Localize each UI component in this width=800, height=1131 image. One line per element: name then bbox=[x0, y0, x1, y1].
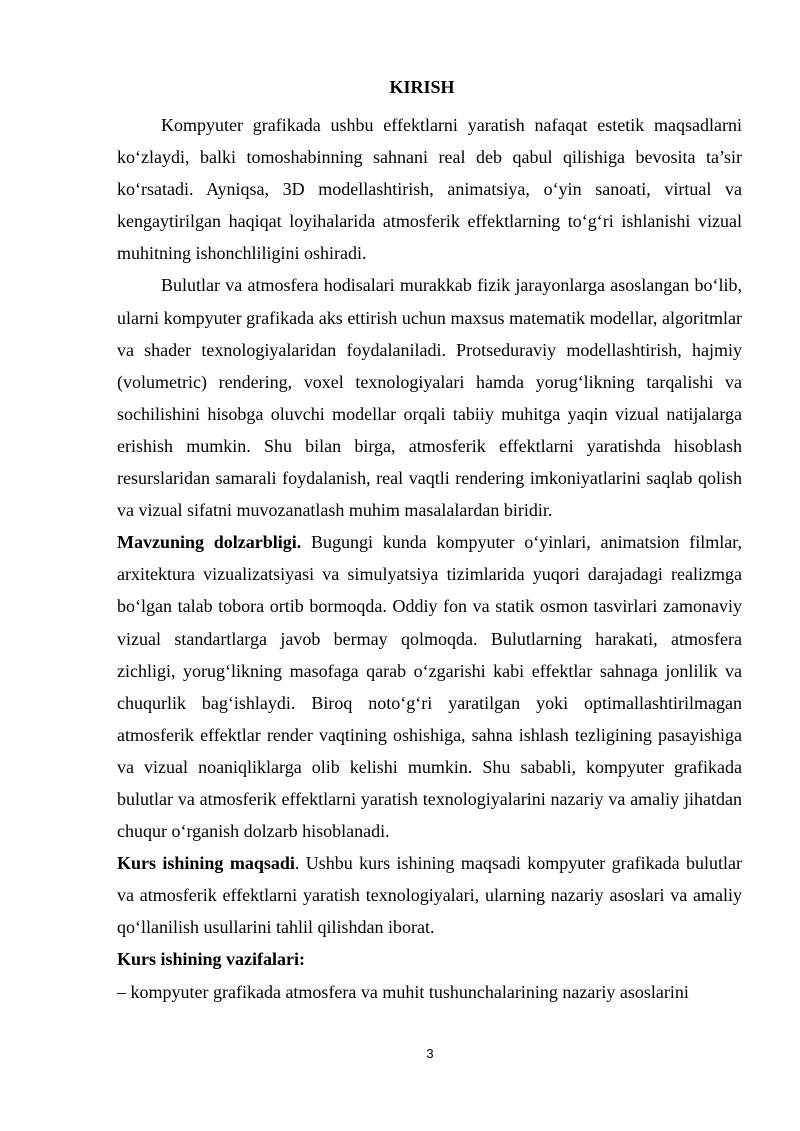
page-number: 3 bbox=[426, 1046, 434, 1061]
relevance-text: Bugungi kunda kompyuter o‘yinlari, animatsion filmlar, arxitektura vizualizatsiyasi va simulyatsiya tizimlarida yuqori darajadagi realizmga bo‘lgan talab tobora ortib bormoqda. Oddiy fon va statik osmon tasvirlari zamonaviy vizual standartlarga javob bermay qolmoqda. Bulutlarning harakati, atmosfera zichligi, yorug‘likning masofaga qarab o‘zgarishi kabi effektlar sahnaga jonlilik va chuqurlik bag‘ishlaydi. Biroq noto‘g‘ri yaratilgan yoki optimallashtirilmagan atmosferik effektlar render vaqtining oshishiga, sahna ishlash tezligining pasayishiga va vizual noaniqliklarga olib kelishi mumkin. Shu sababli, kompyuter grafikada bulutlar va atmosferik effektlarni yaratish texnologiyalarini nazariy va amaliy jihatdan chuqur o‘rganish dolzarb hisoblanadi. bbox=[117, 532, 743, 842]
task-item: – kompyuter grafikada atmosfera va muhit tushunchalarining nazariy asoslarini bbox=[117, 981, 689, 1002]
intro-paragraph-1: Kompyuter grafikada ushbu effektlarni yaratish nafaqat estetik maqsadlarni ko‘zlaydi, balki tomoshabinning sahnani real deb qabul qilishiga bevosita ta’sir ko‘rsatadi. Ayniqsa, 3D modellashtirish, animatsiya, o‘yin sanoati, virtual va kengaytirilgan haqiqat loyihalarida atmosferik effektlarning to‘g‘ri ishlanishi vizual muhitning ishonchliligini oshiradi. bbox=[117, 115, 742, 264]
goal-paragraph bbox=[117, 847, 742, 943]
intro-paragraph-2: Bulutlar va atmosfera hodisalari murakkab fizik jarayonlarga asoslangan bo‘lib, ularni kompyuter grafikada aks ettirish uchun maxsus matematik modellar, algoritmlar va shader texnologiyalaridan foydalaniladi. Protseduraviy modellashtirish, hajmiy (volumetric) rendering, voxel texnologiyalari hamda yorug‘likning tarqalishi va sochilishini hisobga oluvchi modellar orqali tabiiy muhitga yaqin vizual natijalarga erishish mumkin. Shu bilan birga, atmosferik effektlarni yaratishda hisoblash resurslaridan samarali foydalanish, real vaqtli rendering imkoniyatlarini saqlab qolish va vizual sifatni muvozanatlash muhim masalalardan biridir. bbox=[117, 275, 742, 521]
document-body bbox=[117, 109, 742, 1008]
goal-text: . Ushbu kurs ishining maqsadi kompyuter grafikada bulutlar va atmosferik effektlarni yaratish texnologiyalari, ularning nazariy asoslari va amaliy qo‘llanilish usullarini tahlil qilishdan iborat. bbox=[117, 853, 742, 938]
tasks-heading bbox=[117, 943, 742, 975]
section-heading: KIRISH bbox=[389, 77, 455, 97]
tasks-label: Kurs ishining vazifalari: bbox=[117, 949, 306, 970]
goal-label: Kurs ishining maqsadi bbox=[117, 853, 295, 874]
relevance-label: Mavzuning dolzarbligi. bbox=[117, 532, 302, 553]
relevance-paragraph bbox=[117, 526, 742, 847]
